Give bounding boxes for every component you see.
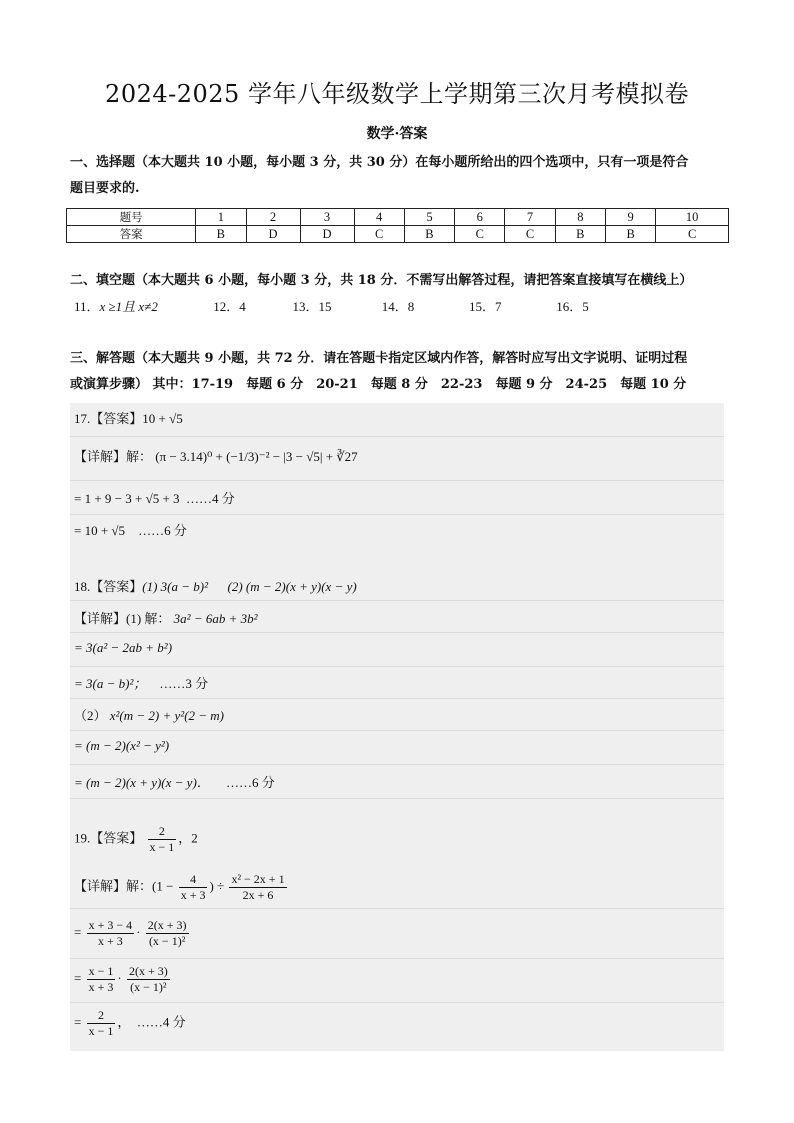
q19-step3-fraction <box>87 1008 116 1039</box>
q18-detail-line <box>74 608 258 627</box>
q18-expression-1: 3a² − 6ab + 3b² <box>173 611 258 626</box>
table-row-answers <box>67 226 729 243</box>
divider <box>70 798 724 799</box>
divider <box>70 436 724 437</box>
fraction-numerator: 4 <box>179 872 208 888</box>
q15-answer: 7 <box>495 299 502 314</box>
table-cell: B <box>555 226 605 243</box>
table-cell: D <box>300 226 354 243</box>
fraction-numerator: x² − 2x + 1 <box>231 872 285 886</box>
divider <box>70 666 724 667</box>
q19-step3: = $\frac{2}{x - 1}$ ， ……4 分 <box>74 1008 186 1038</box>
section3-heading <box>70 346 726 398</box>
q18-answer-1: (1) 3(a − b)² <box>142 579 209 594</box>
q18-step4-score: ……6 分 <box>226 775 275 790</box>
table-cell: C <box>455 226 505 243</box>
q19-step1-fraction-b <box>146 918 189 949</box>
table-cell: C <box>656 226 729 243</box>
q19-fraction-1 <box>179 872 208 903</box>
q17-step1-score: ……4 分 <box>186 491 235 506</box>
divider <box>70 908 724 909</box>
q19-answer-tail: ，2 <box>178 830 198 846</box>
q11-label: 11． <box>74 299 100 314</box>
fraction-numerator: 2 <box>148 824 177 840</box>
q19-step2-fraction-a <box>87 964 116 995</box>
q17-step2 <box>74 520 187 539</box>
q17-answer-label: 17.【答案】 <box>74 411 143 426</box>
q18-answer-label: 18.【答案】 <box>74 579 143 594</box>
q18-detail-label: 【详解】(1) 解： <box>74 611 171 626</box>
answer-table <box>66 208 729 243</box>
fill-in-answers <box>74 296 589 315</box>
q17-step2-expr: = 10 + √5 <box>74 523 126 538</box>
table-cell: C <box>354 226 404 243</box>
q19-step1-fraction-a <box>87 918 135 949</box>
q18-step4 <box>74 772 275 791</box>
q15-label: 15． <box>469 299 496 314</box>
divider <box>70 480 724 481</box>
divider <box>70 1002 724 1003</box>
table-header-question: 题号 <box>67 209 196 226</box>
table-cell: B <box>605 226 655 243</box>
q19-step1: = $\frac{x + 3 - 4}{x + 3}$ · $\frac{2(x + 3)}{\text{(x − 1)²}}$ <box>74 918 187 948</box>
table-cell: 7 <box>505 209 555 226</box>
q19-detail-label: 【详解】解： <box>74 878 153 894</box>
table-cell: 1 <box>196 209 246 226</box>
q19-step3-score: ， ……4 分 <box>117 1014 186 1030</box>
fraction-denominator: 2x + 6 <box>242 888 274 902</box>
q17-step1 <box>74 488 235 507</box>
fraction-denominator: x − 1 <box>149 840 175 854</box>
section3-line2: 或演算步骤） 其中：17-19 每题 6 分 20-21 每题 8 分 22-23 每题 9 分 24-25 每题 10 分 <box>70 377 687 392</box>
divider <box>70 632 724 633</box>
q19-answer-line <box>74 824 198 855</box>
q18-step1: = 3(a² − 2ab + b²) <box>74 640 173 655</box>
section1-heading <box>70 150 726 202</box>
q14-label: 14． <box>381 299 408 314</box>
q17-answer-line <box>74 408 183 427</box>
fraction-numerator: x + 3 − 4 <box>88 918 133 932</box>
q18-answer-2: (2) (m − 2)(x + y)(x − y) <box>227 579 357 594</box>
q18-answer-line <box>74 576 357 595</box>
divider <box>70 698 724 699</box>
divider <box>70 514 724 515</box>
table-cell: 2 <box>246 209 300 226</box>
divider <box>70 730 724 731</box>
fraction-numerator: 2(x + 3) <box>128 964 168 978</box>
fraction-denominator: x + 3 <box>88 980 114 994</box>
section1-line2: 题目要求的. <box>70 181 140 196</box>
q17-expression: (π − 3.14)⁰ + (−1/3)⁻² − |3 − √5| + ∛27 <box>155 449 358 464</box>
q17-answer: 10 + √5 <box>142 411 183 426</box>
q18-part2-label: （2） <box>74 708 107 723</box>
section1-line1: 一、选择题（本大题共 10 小题，每小题 3 分，共 30 分）在每小题所给出的四个选项中，只有一项是符合 <box>70 155 689 170</box>
q12-label: 12． <box>213 299 240 314</box>
q17-step2-score: ……6 分 <box>138 523 187 538</box>
table-cell: 4 <box>354 209 404 226</box>
section2-heading: 二、填空题（本大题共 6 小题，每小题 3 分，共 18 分．不需写出解答过程，请把答案直接填写在横线上） <box>70 273 693 288</box>
q18-part2-line <box>74 705 224 724</box>
table-cell: 3 <box>300 209 354 226</box>
table-cell: 9 <box>605 209 655 226</box>
q18-expression-2: x²(m − 2) + y²(2 − m) <box>109 708 225 723</box>
table-cell: B <box>196 226 246 243</box>
q14-answer: 8 <box>407 299 415 314</box>
table-cell: 6 <box>455 209 505 226</box>
fraction-denominator: x + 3 <box>180 888 206 902</box>
fraction-denominator: x − 1 <box>88 1024 114 1038</box>
fraction-denominator: x + 3 <box>97 934 123 948</box>
divider <box>70 600 724 601</box>
q18-step3: = (m − 2)(x² − y²) <box>74 738 170 753</box>
q18-step2 <box>74 673 208 692</box>
q18-step2-score: ……3 分 <box>159 676 209 691</box>
divider <box>70 958 724 959</box>
fraction-numerator: x − 1 <box>88 964 114 978</box>
divider <box>70 764 724 765</box>
q17-detail-label: 【详解】解： <box>74 449 153 464</box>
fraction-denominator: (x − 1)² <box>148 934 186 948</box>
q17-step1-expr: = 1 + 9 − 3 + √5 + 3 <box>74 491 180 506</box>
q19-detail-line: 【详解】解：(1 − $\frac{4}{x + 3}$ ) ÷ $\frac{\text{x² − 2x + 1}}{2x + 6}$ <box>74 872 285 902</box>
q19-fraction-2 <box>229 872 286 903</box>
table-row-questions <box>67 209 729 226</box>
table-header-answer: 答案 <box>67 226 196 243</box>
q11-answer: x ≥1且 x≠2 <box>99 299 158 314</box>
q19-step2: = $\frac{x - 1}{x + 3}$ · $\frac{2(x + 3)}{\text{(x − 1)²}}$ <box>74 964 168 994</box>
fraction-denominator: (x − 1)² <box>130 980 167 994</box>
q13-label: 13． <box>292 299 319 314</box>
fraction-numerator: 2 <box>87 1008 116 1024</box>
table-cell: 10 <box>656 209 729 226</box>
table-cell: B <box>404 226 454 243</box>
q18-step4-expr: = (m − 2)(x + y)(x − y)． <box>74 775 210 790</box>
q16-label: 16． <box>556 299 583 314</box>
q17-detail-line <box>74 446 358 465</box>
q16-answer: 5 <box>582 299 589 314</box>
q19-step2-fraction-b <box>127 964 170 995</box>
table-cell: 8 <box>555 209 605 226</box>
fraction-numerator: 2(x + 3) <box>147 918 187 932</box>
section3-line1: 三、解答题（本大题共 9 小题，共 72 分．请在答题卡指定区域内作答，解答时应写出文字说明、证明过程 <box>70 351 688 366</box>
table-cell: 5 <box>404 209 454 226</box>
table-cell: C <box>505 226 555 243</box>
page-title: 2024-2025 学年八年级数学上学期第三次月考模拟卷 <box>105 80 689 108</box>
q13-answer: 15 <box>318 299 332 314</box>
q18-step2-expr: = 3(a − b)²； <box>74 676 147 691</box>
page-subtitle: 数学·答案 <box>366 126 428 142</box>
q12-answer: 4 <box>239 299 246 314</box>
table-cell: D <box>246 226 300 243</box>
q19-answer-label: 19.【答案】 <box>74 830 143 846</box>
q19-answer-fraction <box>148 824 177 855</box>
